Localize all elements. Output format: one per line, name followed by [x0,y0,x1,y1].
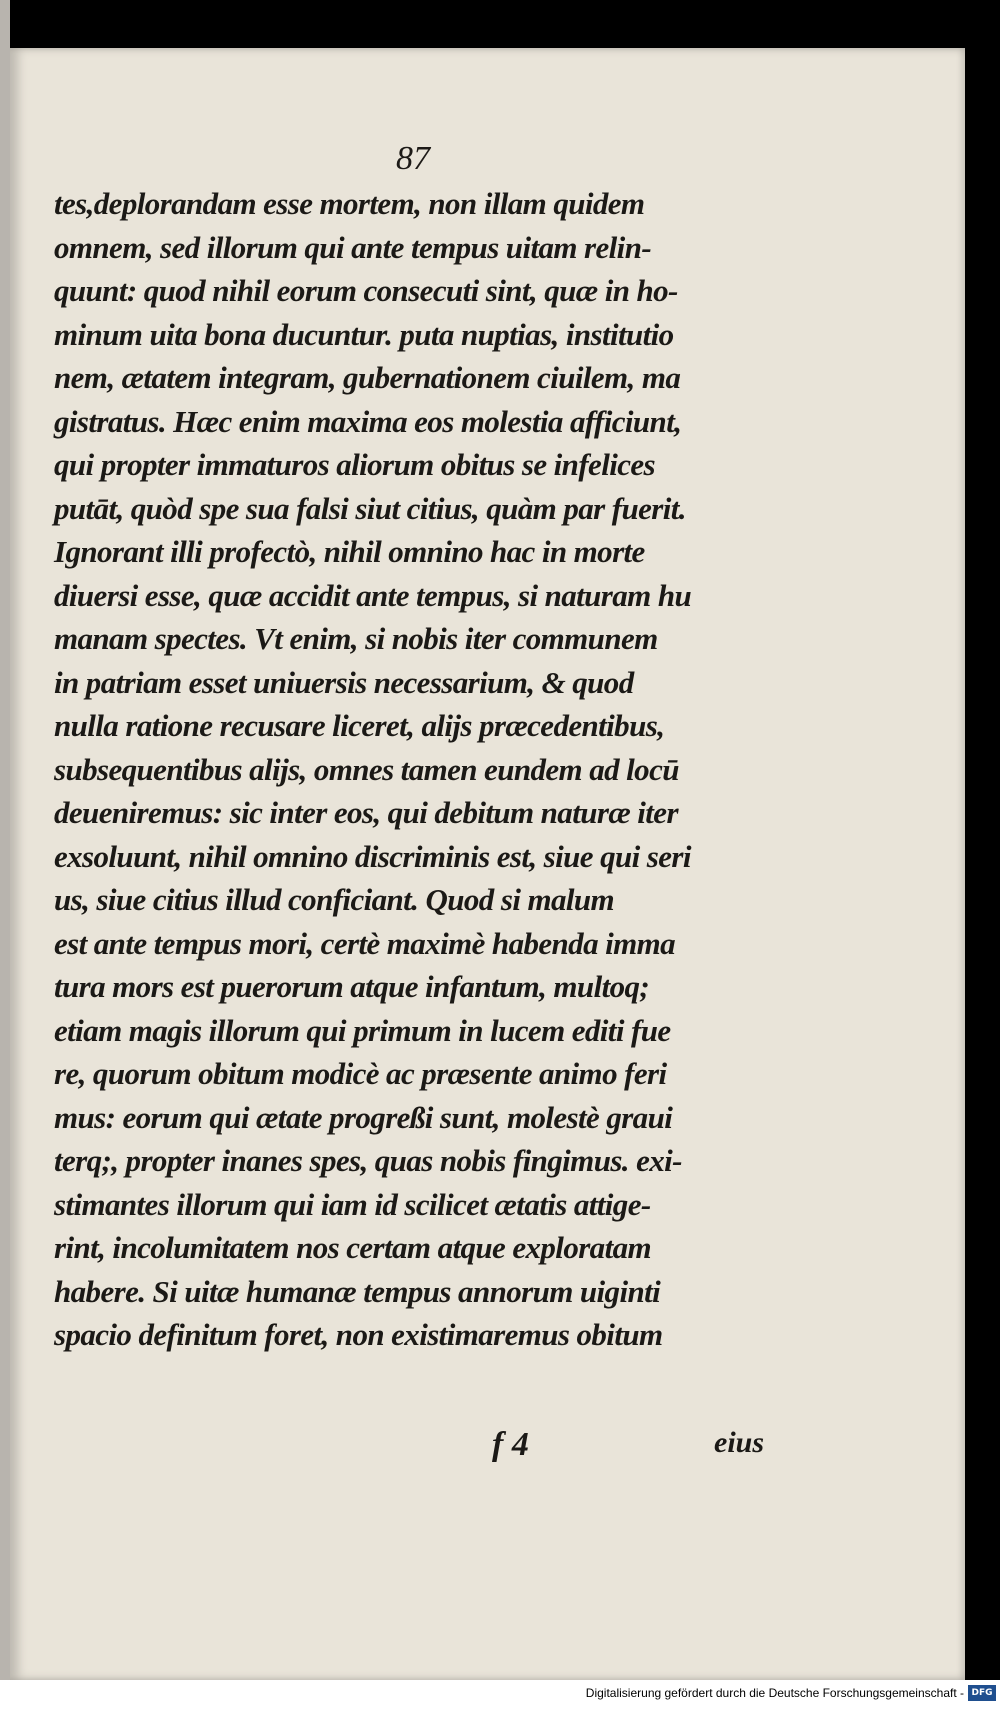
text-line: re, quorum obitum modicè ac præsente animo feri [54,1056,667,1091]
text-line: Ignorant illi profectò, nihil omnino hac in morte [54,534,645,569]
catchword: eius [714,1426,765,1459]
text-line: subsequentibus alijs, omnes tamen eundem ad locū [54,751,679,787]
text-line: minum uita bona ducuntur. puta nuptias, institutio [54,316,674,352]
text-line: habere. Si uitæ humanæ tempus annorum uiginti [54,1273,661,1309]
text-line: tura mors est puerorum atque infantum, multoq; [54,969,650,1004]
text-line: tes,deplorandam esse mortem, non illam quidem [54,186,645,221]
text-line: nem, ætatem integram, gubernationem ciuilem, ma [54,360,681,395]
signature-mark: f 4 [492,1426,529,1463]
book-page [10,48,965,1680]
text-line: exsoluunt, nihil omnino discriminis est, siue qui seri [54,838,691,874]
text-line: us, siue citius illud conficiant. Quod si malum [54,882,615,917]
text-line: putāt, quòd spe sua falsi siut citius, quàm par fuerit. [54,490,686,526]
funding-notice: Digitalisierung gefördert durch die Deutsche Forschungsgemeinschaft - [585,1686,964,1700]
text-line: diuersi esse, quæ accidit ante tempus, si naturam hu [54,577,692,613]
text-line: manam spectes. Vt enim, si nobis iter communem [54,621,658,656]
text-line: nulla ratione recusare liceret, alijs præcedentibus, [54,708,665,743]
text-line: rint, incolumitatem nos certam atque exploratam [54,1230,652,1265]
dfg-logo-icon: DFG [968,1685,996,1701]
page-number: 87 [396,140,430,177]
text-line: omnem, sed illorum qui ante tempus uitam relin- [54,229,652,265]
text-line: est ante tempus mori, certè maximè habenda imma [54,925,676,961]
text-line: in patriam esset uniuersis necessarium, & quod [54,664,634,700]
footer-bar [0,1680,1000,1709]
text-line: stimantes illorum qui iam id scilicet ætatis attige- [54,1186,651,1222]
text-line: etiam magis illorum qui primum in lucem editi fue [54,1012,671,1048]
page-edge-shadow [0,0,10,1709]
text-line: gistratus. Hæc enim maxima eos molestia afficiunt, [54,403,682,439]
text-line: terq;, propter inanes spes, quas nobis fingimus. exi- [54,1143,682,1178]
body-text [54,182,754,1357]
text-line: quunt: quod nihil eorum consecuti sint, quæ in ho- [54,273,678,308]
text-line: qui propter immaturos aliorum obitus se infelices [54,447,656,482]
text-line: spacio definitum foret, non existimaremus obitum [54,1317,663,1352]
text-line: deueniremus: sic inter eos, qui debitum naturæ iter [54,795,678,830]
text-line: mus: eorum qui ætate progreßi sunt, molestè graui [54,1099,673,1135]
